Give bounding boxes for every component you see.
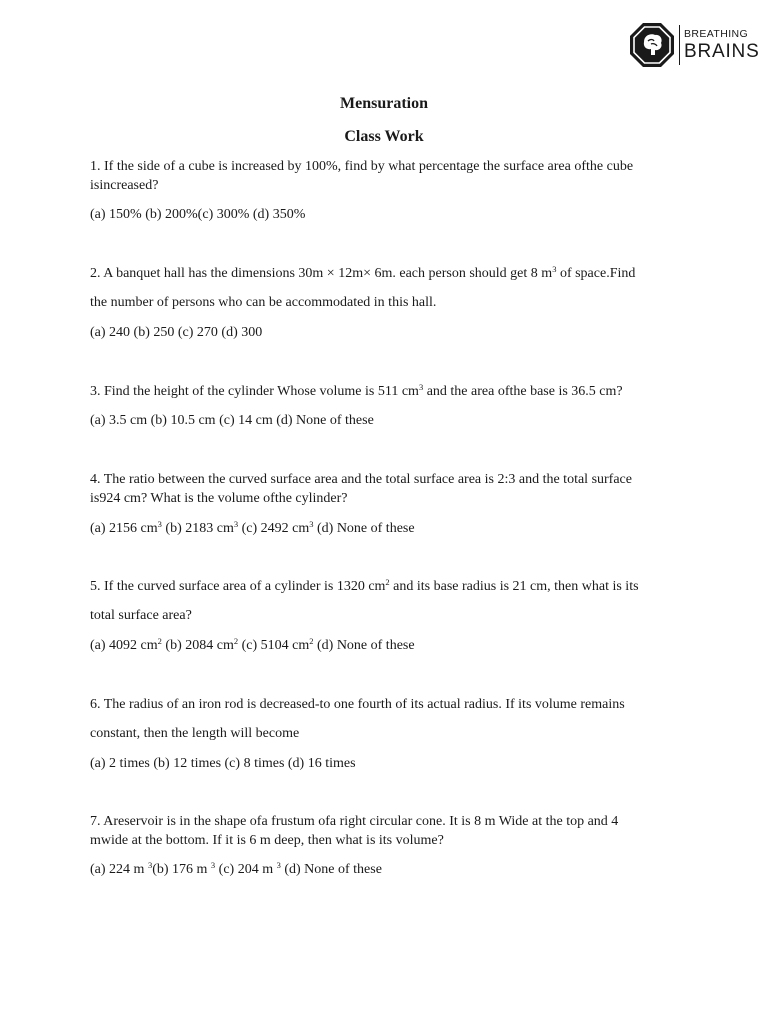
question-5-line-1-text: 5. If the curved surface area of a cylinder is 1320 cm [90, 579, 386, 594]
breathing-brains-logo [629, 22, 760, 68]
question-4-option-a-sup: 3 [157, 519, 162, 529]
question-3-line-1-text: 3. Find the height of the cylinder Whose volume is 511 cm [90, 384, 419, 399]
question-5-option-d: (d) None of these [313, 638, 415, 653]
question-4-option-c: (c) 2492 cm [238, 521, 310, 536]
question-4-option-c-sup: 3 [309, 519, 314, 529]
question-7-option-d: (d) None of these [280, 862, 382, 877]
question-3-line-1-tail: and the area ofthe base is 36.5 cm? [423, 384, 623, 399]
logo-divider [679, 25, 680, 65]
question-4-line-2: is924 cm? What is the volume ofthe cylinder? [90, 491, 348, 506]
question-5-superscript: 2 [385, 577, 390, 587]
question-3-superscript: 3 [418, 382, 424, 392]
question-2-options: (a) 240 (b) 250 (c) 270 (d) 300 [90, 325, 263, 340]
question-4-option-d: (d) None of these [313, 521, 415, 536]
question-4-option-a: (a) 2156 cm [90, 521, 158, 536]
question-2-line-1 [90, 265, 635, 283]
question-4-option-b-sup: 3 [233, 519, 239, 529]
question-6-line-1: 6. The radius of an iron rod is decreased-to one fourth of its actual radius. If its volume remains [90, 697, 625, 712]
question-1-line-1: 1. If the side of a cube is increased by 100%, find by what percentage the surface area ofthe cube [90, 159, 634, 174]
question-5-option-a: (a) 4092 cm [90, 638, 158, 653]
question-5-line-1 [90, 578, 639, 596]
logo-wordmark [684, 29, 760, 61]
question-7-options [90, 861, 382, 879]
question-7-line-1: 7. Areservoir is in the shape ofa frustum ofa right circular cone. It is 8 m Wide at the top and 4 [90, 814, 619, 829]
question-7-line-2: mwide at the bottom. If it is 6 m deep, then what is its volume? [90, 833, 444, 848]
question-5-option-c-sup: 2 [309, 636, 314, 646]
question-7-option-b-sup: 3 [210, 860, 216, 870]
question-6-options: (a) 2 times (b) 12 times (c) 8 times (d) 16 times [90, 756, 356, 771]
brain-octagon-logo-icon [629, 22, 675, 68]
question-5-option-c: (c) 5104 cm [238, 638, 310, 653]
question-6-line-2: constant, then the length will become [90, 726, 300, 741]
page-title: Mensuration [340, 95, 428, 112]
question-5-options [90, 637, 415, 655]
question-1-options: (a) 150% (b) 200%(c) 300% (d) 350% [90, 207, 306, 222]
question-7-option-c-sup: 3 [276, 860, 281, 870]
logo-line-breathing: BREATHING [684, 28, 749, 41]
question-5-option-b-sup: 2 [233, 636, 239, 646]
page-subtitle: Class Work [344, 128, 424, 145]
question-5-option-b: (b) 2084 cm [161, 638, 234, 653]
question-5-option-a-sup: 2 [157, 636, 162, 646]
question-7-option-c: (c) 204 m [215, 862, 277, 877]
question-7-option-b: (b) 176 m [152, 862, 211, 877]
question-2-superscript: 3 [552, 264, 557, 274]
logo-line-brains: BRAINS [684, 40, 760, 62]
question-7-option-a-sup: 3 [147, 860, 153, 870]
question-5-line-2: total surface area? [90, 608, 192, 623]
question-5-line-1-tail: and its base radius is 21 cm, then what is its [389, 579, 639, 594]
question-3-options: (a) 3.5 cm (b) 10.5 cm (c) 14 cm (d) None of these [90, 413, 374, 428]
question-2-line-1-tail: of space.Find [556, 266, 636, 281]
question-2-line-2: the number of persons who can be accommodated in this hall. [90, 295, 437, 310]
question-4-option-b: (b) 2183 cm [161, 521, 234, 536]
question-4-options [90, 520, 415, 538]
question-1-line-2: isincreased? [90, 178, 159, 193]
question-2-line-1-text: 2. A banquet hall has the dimensions 30m × 12m× 6m. each person should get 8 m [90, 266, 553, 281]
question-4-line-1: 4. The ratio between the curved surface area and the total surface area is 2:3 and the total surface [90, 472, 632, 487]
question-3-line-1 [90, 383, 623, 401]
question-7-option-a: (a) 224 m [90, 862, 148, 877]
